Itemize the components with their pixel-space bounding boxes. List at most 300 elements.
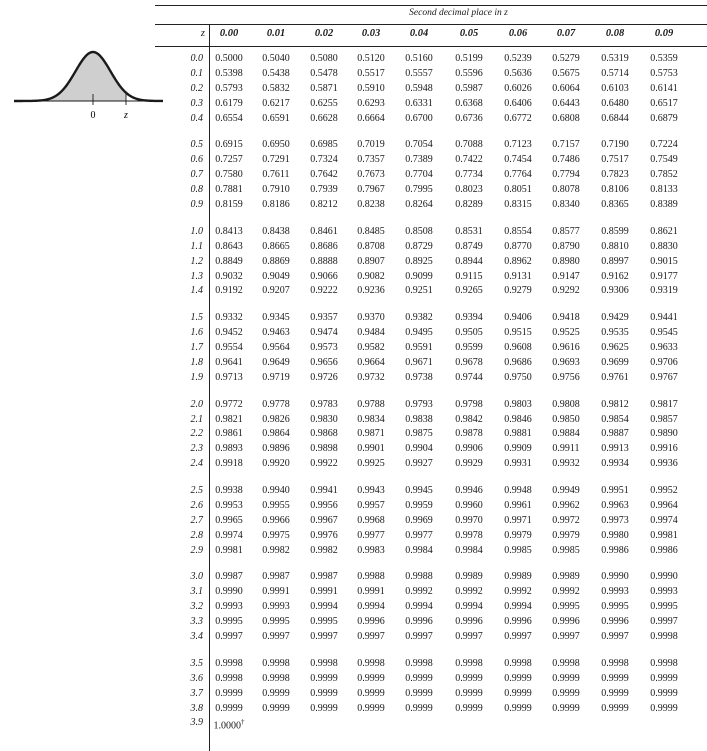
cell-value: 0.9999 (601, 702, 629, 714)
cell-value: 0.9968 (357, 514, 385, 526)
cell-value: 0.9986 (650, 544, 678, 556)
cell-value: 0.7580 (215, 169, 243, 181)
table-row (0, 528, 707, 543)
table-cell (496, 269, 540, 284)
cell-value: 0.5793 (215, 82, 243, 94)
row-z-value: 2.4 (190, 458, 203, 470)
table-cell (254, 340, 298, 355)
table-cell (254, 426, 298, 441)
table-cell (302, 656, 346, 671)
cell-value: 0.9999 (310, 672, 338, 684)
cell-value: 0.9987 (310, 571, 338, 583)
table-cell (447, 355, 491, 370)
table-cell (593, 456, 637, 471)
cell-value: 0.9993 (650, 586, 678, 598)
table-cell (447, 340, 491, 355)
cell-value: 0.5040 (262, 53, 290, 64)
table-row (0, 671, 707, 686)
column-header: 0.02 (314, 28, 334, 39)
cell-value: 0.8289 (455, 199, 483, 210)
table-cell (593, 513, 637, 528)
cell-value: 0.7734 (455, 169, 483, 181)
cell-value: 0.7881 (215, 184, 243, 196)
table-cell (349, 569, 393, 584)
cell-value: 0.9599 (455, 342, 483, 353)
zero-label: 0 (90, 110, 96, 121)
cell-value: 0.9998 (262, 657, 290, 669)
cell-value: 0.9719 (262, 371, 290, 383)
table-cell (302, 498, 346, 513)
table-cell (593, 614, 637, 629)
table-cell (349, 701, 393, 716)
table-cell (349, 167, 393, 182)
row-z-value: 1.3 (190, 270, 203, 282)
cell-value: 0.9429 (601, 312, 629, 324)
row-z-value: 0.7 (190, 169, 203, 181)
cell-value: 0.9995 (601, 601, 629, 613)
table-cell (254, 569, 298, 584)
cell-value: 0.8907 (357, 255, 385, 267)
table-cell (349, 81, 393, 96)
table-cell (397, 599, 441, 614)
cell-value: 0.7088 (455, 139, 483, 151)
table-cell (593, 483, 637, 498)
cell-value: 0.9931 (504, 458, 532, 470)
table-row (0, 111, 707, 126)
row-z-value: 3.8 (190, 702, 203, 714)
table-cell (496, 686, 540, 701)
table-cell (207, 310, 251, 325)
cell-value: 0.8810 (601, 240, 629, 252)
cell-value: 0.9788 (357, 398, 385, 410)
table-cell (349, 197, 393, 212)
cell-value: 0.9999 (310, 702, 338, 714)
cell-value: 0.9981 (650, 529, 678, 541)
cell-value: 0.9990 (650, 571, 678, 583)
cell-value: 0.9616 (552, 342, 580, 353)
table-cell (447, 412, 491, 427)
cell-value: 0.8749 (455, 240, 483, 252)
cell-value: 0.9938 (215, 485, 243, 496)
cell-value: 0.9934 (601, 458, 629, 470)
cell-value: 0.9515 (504, 327, 532, 339)
table-cell (397, 569, 441, 584)
table-cell (302, 137, 346, 152)
cell-value: 0.9984 (405, 544, 433, 556)
cell-value: 0.5199 (455, 53, 483, 64)
cell-value: 0.9951 (601, 485, 629, 496)
cell-value: 0.9909 (504, 443, 532, 455)
table-cell (642, 182, 686, 197)
cell-value: 0.9992 (552, 586, 580, 598)
table-cell (544, 182, 588, 197)
cell-value: 0.9738 (405, 371, 433, 383)
cell-value: 0.9999 (357, 672, 385, 684)
cell-value: 0.6950 (262, 139, 290, 151)
cell-value: 0.9793 (405, 398, 433, 410)
cell-value: 0.9913 (601, 443, 629, 455)
cell-value: 0.9995 (650, 601, 678, 613)
cell-value: 0.8686 (310, 240, 338, 252)
table-cell (642, 224, 686, 239)
table-cell (642, 456, 686, 471)
table-row (0, 355, 707, 370)
cell-value: 0.5160 (405, 53, 433, 64)
table-cell (397, 412, 441, 427)
table-cell (302, 370, 346, 385)
cell-value: 0.9826 (262, 413, 290, 425)
cell-value: 0.9961 (504, 499, 532, 511)
table-cell (544, 569, 588, 584)
table-cell (302, 152, 346, 167)
table-cell (447, 671, 491, 686)
cell-value: 0.9406 (504, 312, 532, 324)
cell-value: 0.7454 (504, 154, 532, 166)
table-cell (397, 441, 441, 456)
table-cell (397, 239, 441, 254)
table-cell (593, 686, 637, 701)
cell-value: 0.9901 (357, 443, 385, 455)
table-cell (447, 569, 491, 584)
row-z-value: 1.4 (190, 285, 203, 297)
table-cell (496, 310, 540, 325)
cell-value: 0.5948 (405, 82, 433, 94)
cell-value: 0.9713 (215, 371, 243, 383)
table-cell (207, 325, 251, 340)
cell-value: 0.6736 (455, 112, 483, 124)
table-row (0, 599, 707, 614)
cell-value: 0.9608 (504, 342, 532, 353)
table-cell (544, 370, 588, 385)
cell-value: 0.9817 (650, 398, 678, 410)
cell-value: 0.9830 (310, 413, 338, 425)
table-cell (593, 543, 637, 558)
cell-value: 0.9484 (357, 327, 385, 339)
cell-value: 0.8729 (405, 240, 433, 252)
table-cell (447, 656, 491, 671)
cell-value: 0.5319 (601, 53, 629, 64)
table-cell (397, 182, 441, 197)
table-cell (254, 310, 298, 325)
cell-value: 0.7054 (405, 139, 433, 151)
table-cell (302, 441, 346, 456)
table-cell (642, 96, 686, 111)
table-cell (302, 254, 346, 269)
cell-value: 0.9904 (405, 443, 433, 455)
table-cell (642, 283, 686, 298)
cell-value: 0.9871 (357, 428, 385, 440)
table-cell (397, 629, 441, 644)
cell-value: 0.9582 (357, 342, 385, 353)
table-cell (593, 66, 637, 81)
cell-value: 0.9982 (262, 544, 290, 556)
cell-value: 0.6480 (601, 97, 629, 109)
table-cell (254, 629, 298, 644)
table-cell (642, 325, 686, 340)
table-cell (397, 96, 441, 111)
table-cell (496, 671, 540, 686)
row-z-value: 0.8 (190, 184, 203, 196)
table-row (0, 224, 707, 239)
row-z-value: 0.4 (190, 112, 203, 124)
table-cell (496, 224, 540, 239)
row-z-value: 0.0 (190, 53, 203, 64)
table-cell (349, 152, 393, 167)
cell-value: 0.9999 (650, 687, 678, 699)
cell-value: 0.9994 (405, 601, 433, 613)
table-cell (496, 614, 540, 629)
row-z-value: 3.5 (190, 657, 203, 669)
table-row (0, 584, 707, 599)
table-cell (447, 310, 491, 325)
table-cell (447, 370, 491, 385)
table-cell (496, 167, 540, 182)
table-row (0, 701, 707, 716)
cell-value: 0.9649 (262, 356, 290, 368)
cell-value: 0.9898 (310, 443, 338, 455)
cell-value: 0.7486 (552, 154, 580, 166)
table-cell (447, 701, 491, 716)
cell-value: 0.5987 (455, 82, 483, 94)
table-caption: Second decimal place in z (409, 8, 508, 18)
cell-value: 0.9997 (552, 631, 580, 642)
cell-value: 0.9049 (262, 270, 290, 282)
table-cell (642, 686, 686, 701)
cell-value: 0.9854 (601, 413, 629, 425)
table-cell (544, 310, 588, 325)
cell-value: 0.9936 (650, 458, 678, 470)
cell-value: 0.9932 (552, 458, 580, 470)
table-cell (207, 96, 251, 111)
table-cell (207, 239, 251, 254)
table-cell (642, 584, 686, 599)
cell-value: 0.8554 (504, 225, 532, 237)
cell-value: 0.9573 (310, 342, 338, 353)
table-cell (254, 224, 298, 239)
table-cell (593, 137, 637, 152)
table-row (0, 283, 707, 298)
table-cell (544, 543, 588, 558)
table-cell (254, 137, 298, 152)
cell-value: 0.5438 (262, 67, 290, 79)
cell-value: 0.9999 (455, 687, 483, 699)
cell-value: 0.8980 (552, 255, 580, 267)
cell-value: 0.9962 (552, 499, 580, 511)
cell-value: 0.7764 (504, 169, 532, 181)
table-cell (642, 599, 686, 614)
table-cell (207, 152, 251, 167)
cell-value: 0.9999 (504, 702, 532, 714)
column-header: 0.08 (605, 28, 625, 39)
cell-value: 0.9927 (405, 458, 433, 470)
cell-value: 0.9881 (504, 428, 532, 440)
table-cell (496, 340, 540, 355)
row-z-value: 2.0 (190, 398, 203, 410)
cell-value: 0.9956 (310, 499, 338, 511)
cell-value: 0.9959 (405, 499, 433, 511)
table-cell (397, 310, 441, 325)
table-cell (397, 152, 441, 167)
cell-value: 0.9922 (310, 458, 338, 470)
cell-value: 0.9989 (455, 571, 483, 583)
cell-value: 0.9998 (504, 657, 532, 669)
cell-value: 0.9884 (552, 428, 580, 440)
table-cell (349, 584, 393, 599)
cell-value: 0.7967 (357, 184, 385, 196)
table-cell (207, 340, 251, 355)
cell-value: 0.9999 (552, 687, 580, 699)
cell-value: 0.8643 (215, 240, 243, 252)
row-z-value: 1.9 (190, 371, 203, 383)
table-cell (207, 629, 251, 644)
cell-value: 0.9987 (215, 571, 243, 583)
row-z-value: 2.2 (190, 428, 203, 440)
table-cell (544, 584, 588, 599)
table-cell (302, 412, 346, 427)
table-cell (447, 441, 491, 456)
table-cell (496, 81, 540, 96)
cell-value: 0.9999 (552, 702, 580, 714)
cell-value: 0.9996 (601, 616, 629, 628)
cell-value: 0.9992 (504, 586, 532, 598)
cell-value: 0.5120 (357, 53, 385, 64)
z-label: z (124, 110, 128, 121)
cell-value: 0.5636 (504, 67, 532, 79)
table-row (0, 152, 707, 167)
cell-value: 0.8665 (262, 240, 290, 252)
table-row (0, 310, 707, 325)
table-cell (593, 111, 637, 126)
cell-value: 0.9821 (215, 413, 243, 425)
cell-value: 0.9998 (455, 657, 483, 669)
cell-value: 0.9984 (455, 544, 483, 556)
cell-value: 0.9726 (310, 371, 338, 383)
table-cell (544, 340, 588, 355)
cell-value: 0.9966 (262, 514, 290, 526)
cell-value: 0.9699 (601, 356, 629, 368)
table-cell (447, 528, 491, 543)
table-cell (496, 96, 540, 111)
cell-value: 0.9974 (650, 514, 678, 526)
table-cell (496, 355, 540, 370)
row-z-value: 3.2 (190, 601, 203, 613)
table-row (0, 254, 707, 269)
table-cell (207, 599, 251, 614)
table-cell (544, 167, 588, 182)
cell-value: 0.9920 (262, 458, 290, 470)
table-cell (349, 686, 393, 701)
row-z-value: 3.9 (190, 717, 203, 729)
table-cell (544, 656, 588, 671)
cell-value: 0.9999 (262, 702, 290, 714)
cell-value: 0.9977 (405, 529, 433, 541)
table-row (0, 441, 707, 456)
cell-value: 0.6915 (215, 139, 243, 151)
cell-value: 0.9868 (310, 428, 338, 440)
table-cell (642, 701, 686, 716)
cell-value: 0.5871 (310, 82, 338, 94)
table-cell (496, 197, 540, 212)
table-cell (207, 569, 251, 584)
table-cell (302, 671, 346, 686)
cell-value: 0.9756 (552, 371, 580, 383)
table-cell (642, 254, 686, 269)
table-cell (642, 397, 686, 412)
table-cell (496, 370, 540, 385)
cell-value: 0.9463 (262, 327, 290, 339)
table-cell (397, 340, 441, 355)
table-cell (593, 167, 637, 182)
table-cell (302, 686, 346, 701)
table-cell (447, 152, 491, 167)
cell-value: 0.9998 (650, 631, 678, 642)
table-cell (254, 614, 298, 629)
table-cell (302, 111, 346, 126)
row-z-value: 2.3 (190, 443, 203, 455)
cell-value: 0.6443 (552, 97, 580, 109)
table-cell (254, 483, 298, 498)
table-cell (447, 498, 491, 513)
table-cell (496, 528, 540, 543)
cell-value: 0.9999 (601, 672, 629, 684)
table-cell (642, 197, 686, 212)
cell-value: 0.9989 (504, 571, 532, 583)
table-cell (593, 96, 637, 111)
cell-value: 0.9099 (405, 270, 433, 282)
cell-value: 0.9887 (601, 428, 629, 440)
table-cell (447, 456, 491, 471)
cell-value: 0.9370 (357, 312, 385, 324)
table-cell (207, 81, 251, 96)
table-cell (397, 656, 441, 671)
cell-value: 0.9997 (215, 631, 243, 642)
table-cell (397, 283, 441, 298)
cell-value: 0.9997 (405, 631, 433, 642)
table-cell (496, 397, 540, 412)
table-cell (302, 355, 346, 370)
table-cell (349, 543, 393, 558)
table-cell (349, 137, 393, 152)
table-cell (593, 325, 637, 340)
table-cell (496, 66, 540, 81)
table-cell (447, 483, 491, 498)
table-cell (496, 137, 540, 152)
cell-value: 0.9994 (504, 601, 532, 613)
cell-value: 0.9975 (262, 529, 290, 541)
table-cell (302, 701, 346, 716)
table-cell (302, 81, 346, 96)
cell-value: 0.9686 (504, 356, 532, 368)
table-cell (544, 239, 588, 254)
table-cell (397, 614, 441, 629)
cell-value: 0.9798 (455, 398, 483, 410)
cell-value: 0.9890 (650, 428, 678, 440)
cell-value: 0.9946 (455, 485, 483, 496)
table-cell (302, 543, 346, 558)
table-cell (349, 325, 393, 340)
cell-value: 0.9977 (357, 529, 385, 541)
z-column-header: z (200, 28, 205, 39)
table-cell (397, 543, 441, 558)
table-cell (349, 254, 393, 269)
table-cell (544, 152, 588, 167)
cell-value: 0.9990 (215, 586, 243, 598)
table-cell (397, 528, 441, 543)
table-row (0, 513, 707, 528)
table-cell (254, 111, 298, 126)
cell-value: 0.6700 (405, 112, 433, 124)
cell-value: 0.9207 (262, 285, 290, 297)
